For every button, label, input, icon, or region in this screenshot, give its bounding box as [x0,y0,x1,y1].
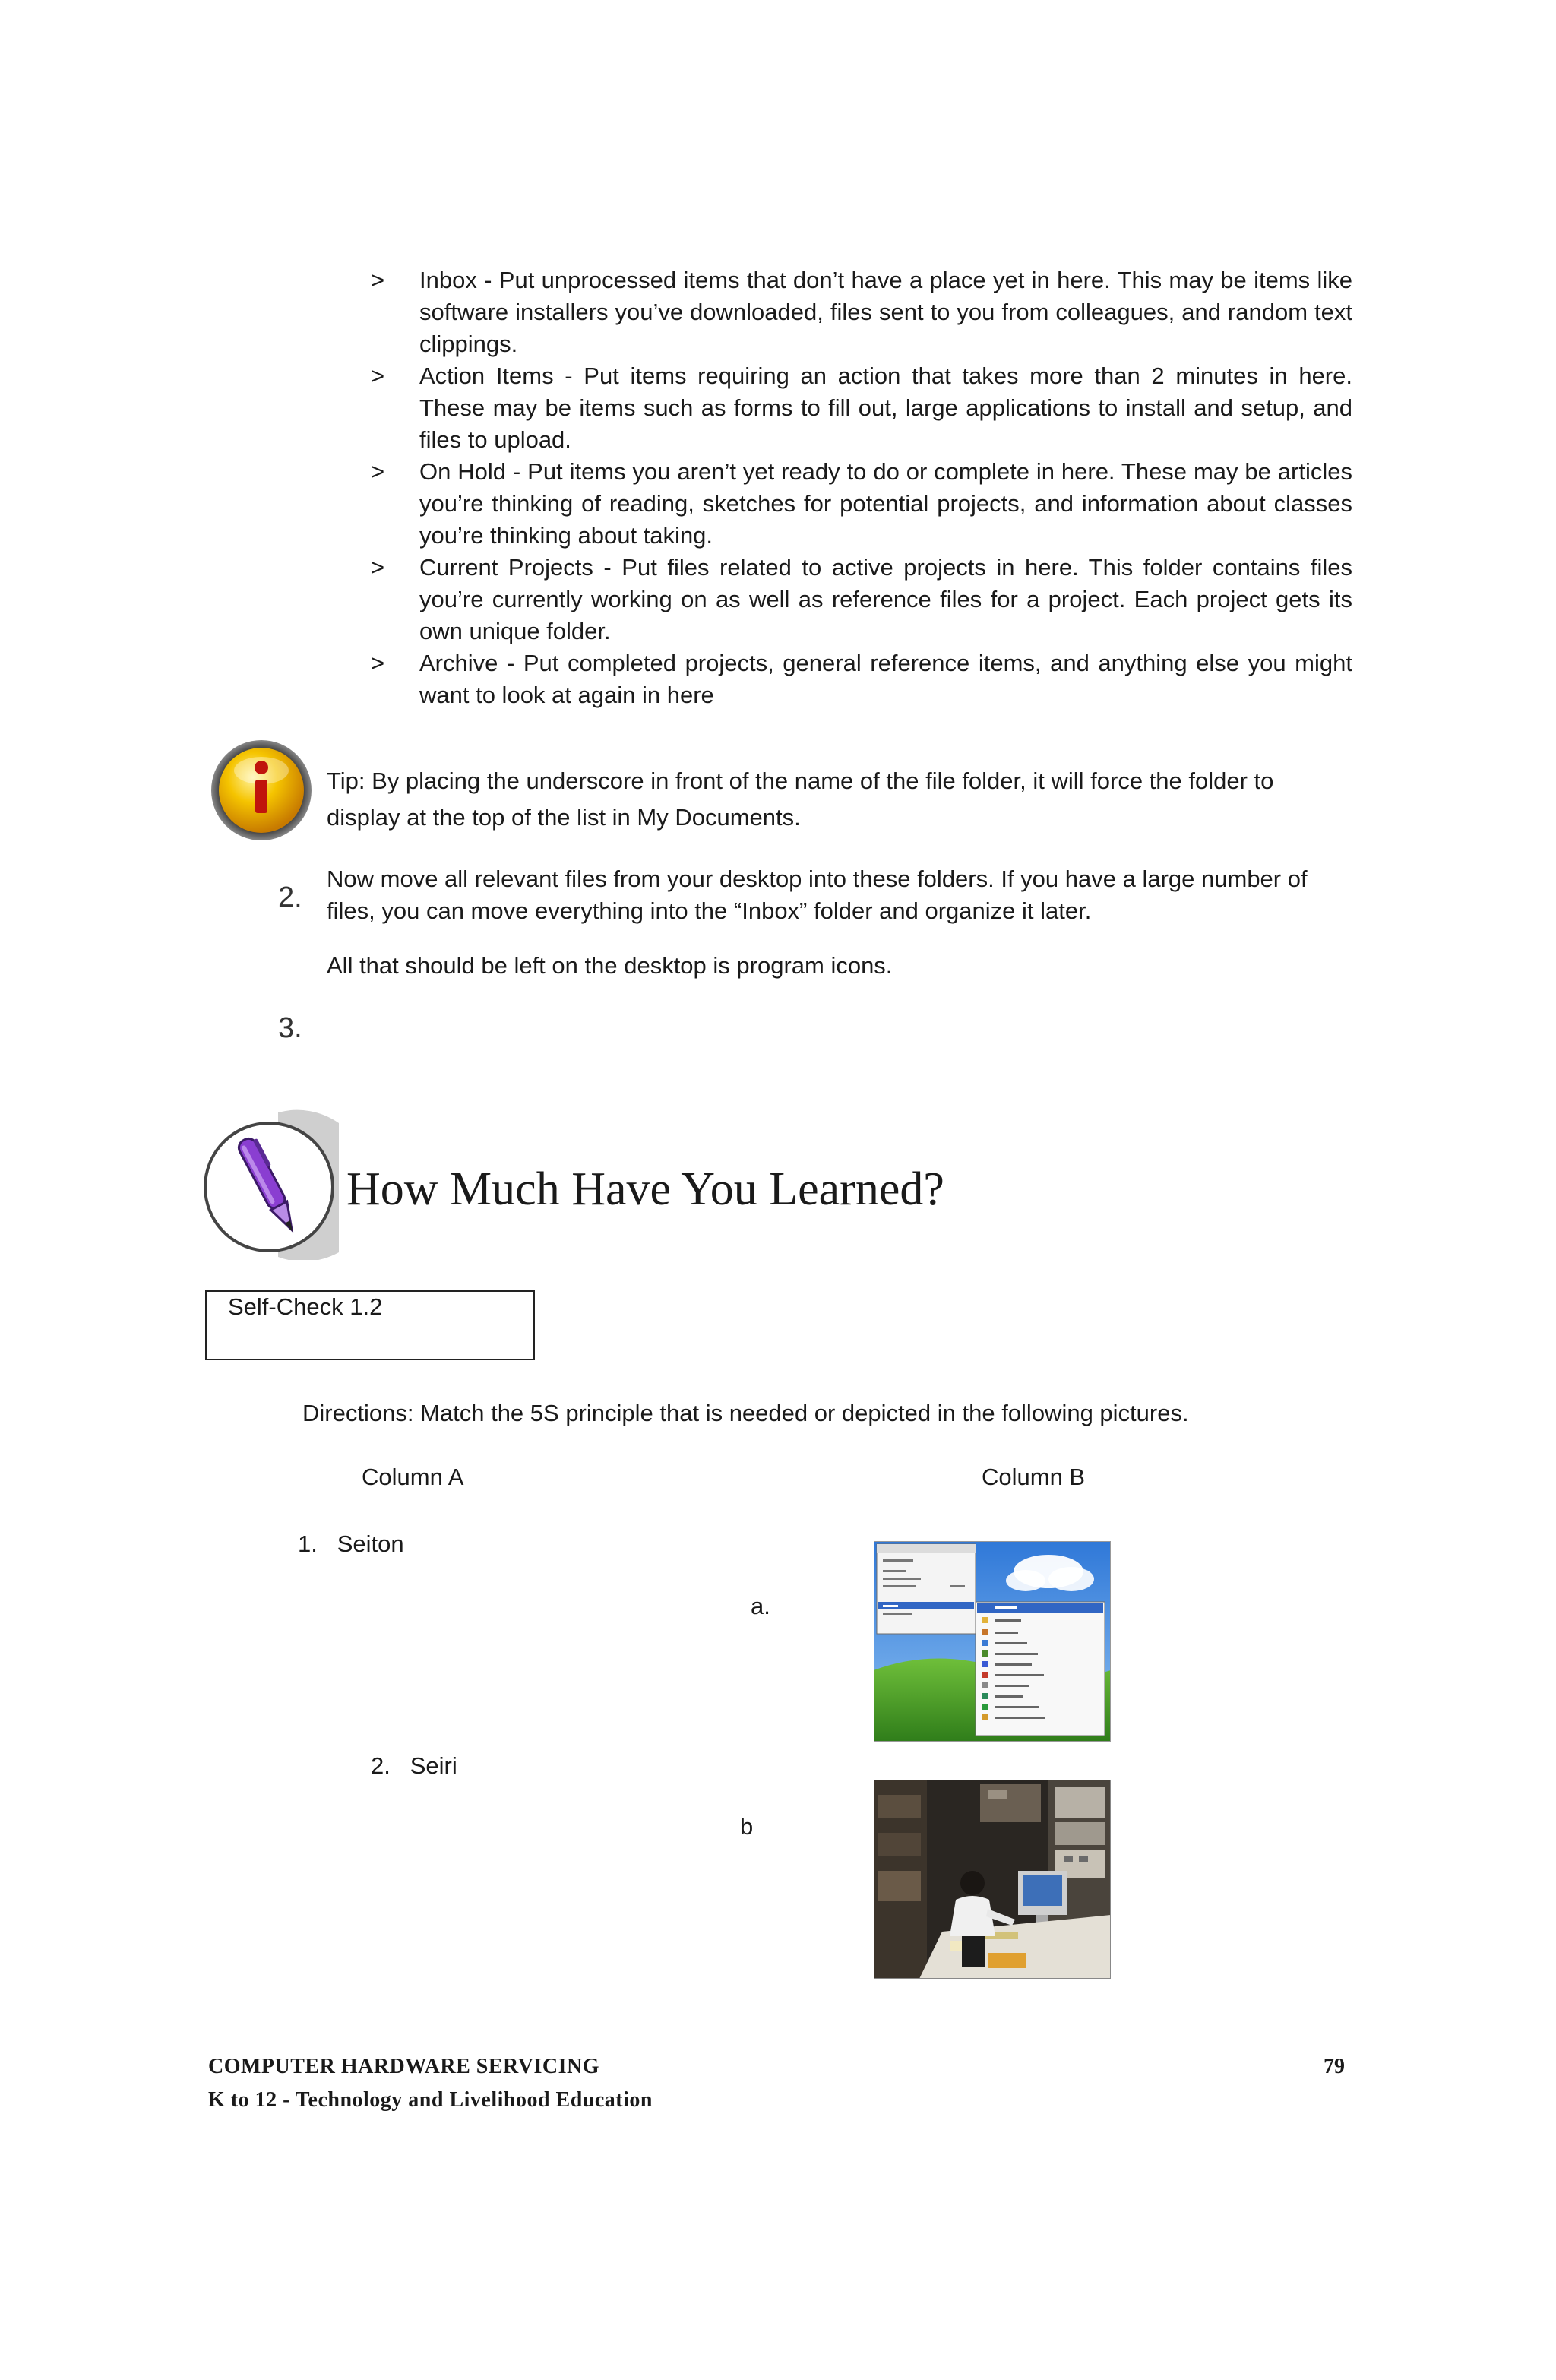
bullet-marker: > [371,458,385,485]
section-heading: How Much Have You Learned? [346,1163,944,1215]
bullet-item [371,360,1352,456]
column-b-letter: b [740,1813,754,1840]
bullet-item [371,456,1352,552]
bullet-marker: > [371,650,385,676]
page-number: 79 [1324,2055,1345,2078]
bullet-marker: > [371,362,385,389]
step-number: 3. [278,1012,302,1044]
self-check-label: Self-Check 1.2 [228,1293,383,1320]
bullet-text: Archive - Put completed projects, general reference items, and anything else you might want to look at again in here [419,650,1352,708]
column-a-item: 2. Seiri [371,1752,457,1779]
column-b-letter: a. [751,1593,770,1619]
bullet-text: Action Items - Put items requiring an action that takes more than 2 minutes in here. These may be items such as forms to fill out, large applications to install and setup, and files to upload. [419,362,1352,453]
column-a-heading: Column A [362,1464,464,1490]
footer-subtitle: K to 12 - Technology and Livelihood Education [208,2088,653,2112]
bullet-marker: > [371,267,385,293]
footer-course-title: COMPUTER HARDWARE SERVICING [208,2055,599,2078]
bullet-marker: > [371,554,385,581]
bullet-text: Current Projects - Put files related to active projects in here. This folder contains files you’re currently working on as well as reference files for a project. Each project gets its own unique folder. [419,554,1352,644]
bullet-text: Inbox - Put unprocessed items that don’t have a place yet in here. This may be items like software installers you’ve downloaded, files sent to you from colleagues, and random text clippings. [419,267,1352,357]
step-number: 2. [278,881,302,913]
computer-lab-picture [874,1780,1111,1979]
self-check-box [205,1290,535,1360]
bullet-item [371,264,1352,360]
bullet-text: On Hold - Put items you aren’t yet ready to do or complete in here. These may be articles you’re thinking of reading, sketches for potential projects, and information about classes you’re thinking about taking. [419,458,1352,549]
tip-text: Tip: By placing the underscore in front of the name of the file folder, it will force the folder to display at the top of the list in My Documents. [327,767,1274,831]
step-text: All that should be left on the desktop is program icons. [327,952,893,979]
directions-text: Directions: Match the 5S principle that is needed or depicted in the following pictures. [302,1400,1189,1426]
info-icon [208,737,315,843]
bullet-item [371,647,1352,711]
bullet-item [371,552,1352,647]
step-text: Now move all relevant files from your desktop into these folders. If you have a large number of files, you can move everything into the “Inbox” folder and organize it later. [327,866,1308,924]
pen-icon [202,1108,343,1260]
desktop-context-menu-picture [874,1541,1111,1742]
folder-bullet-list [371,264,1352,711]
column-b-heading: Column B [982,1464,1086,1490]
column-a-item: 1. Seiton [298,1530,404,1557]
